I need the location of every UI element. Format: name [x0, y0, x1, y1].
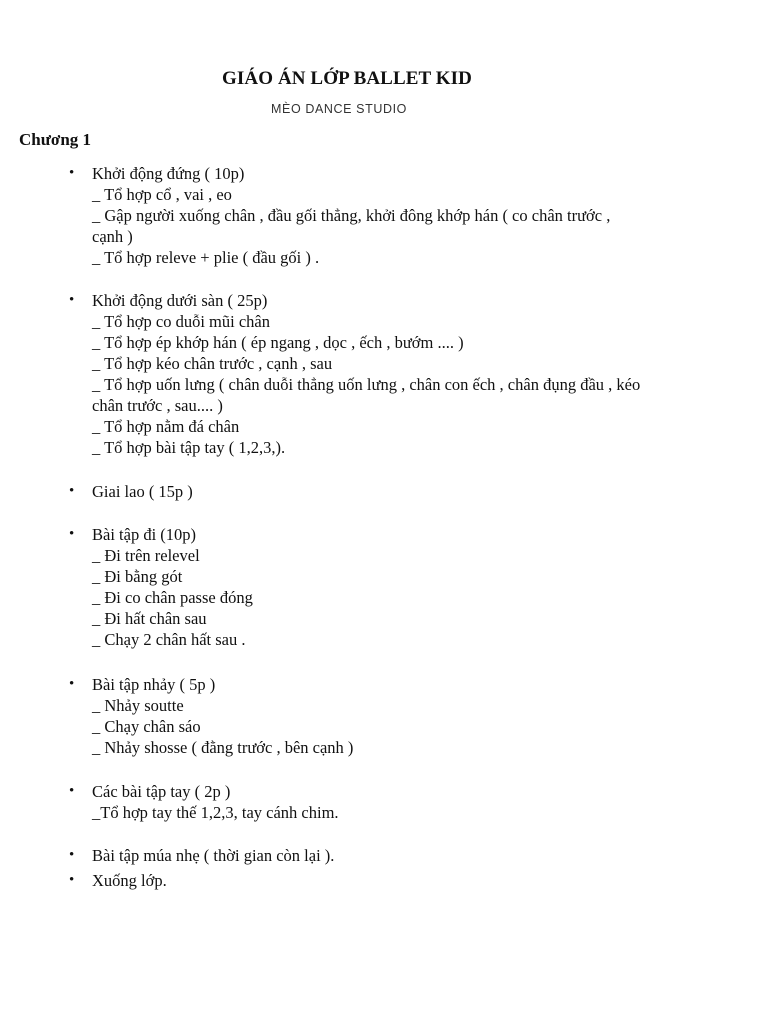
list-item: _ Đi trên relevel — [92, 546, 200, 565]
bullet-icon: • — [69, 165, 75, 181]
section-heading: Bài tập nhảy ( 5p ) — [92, 675, 216, 694]
list-item: _ Tổ hợp co duỗi mũi chân — [92, 312, 270, 331]
bullet-icon: • — [69, 783, 75, 799]
list-item: _ Đi hất chân sau — [92, 609, 207, 628]
section-heading: Bài tập đi (10p) — [92, 525, 197, 544]
section-heading: Khởi động đứng ( 10p) — [92, 164, 245, 183]
bullet-icon: • — [69, 676, 75, 692]
list-item: chân trước , sau.... ) — [92, 396, 223, 415]
list-item: _ Chạy 2 chân hất sau . — [92, 630, 246, 649]
section-heading: Các bài tập tay ( 2p ) — [92, 782, 231, 801]
list-item: _ Tổ hợp kéo chân trước , cạnh , sau — [92, 354, 333, 373]
section-heading: Khởi động dưới sàn ( 25p) — [92, 291, 268, 310]
list-item: _ Tổ hợp cổ , vai , eo — [92, 185, 232, 204]
bullet-icon: • — [69, 483, 75, 499]
list-item: _Tổ hợp tay thế 1,2,3, tay cánh chim. — [92, 803, 339, 822]
list-item: _ Tổ hợp uốn lưng ( chân duỗi thẳng uốn lưng , chân con ếch , chân đụng đầu , kéo — [92, 375, 641, 394]
list-item: _ Đi co chân passe đóng — [92, 588, 253, 607]
list-item: _ Nhảy shosse ( đằng trước , bên cạnh ) — [92, 738, 354, 757]
bullet-icon: • — [69, 872, 75, 888]
section-heading: Giai lao ( 15p ) — [92, 482, 193, 501]
list-item: _ Tổ hợp ép khớp hán ( ép ngang , dọc , ếch , bướm .... ) — [92, 333, 464, 352]
chapter-heading: Chương 1 — [19, 130, 92, 149]
list-item: _ Chạy chân sáo — [92, 717, 201, 736]
studio-name: MÈO DANCE STUDIO — [271, 102, 407, 116]
list-item: _ Tổ hợp nằm đá chân — [92, 417, 240, 436]
section-heading: Bài tập múa nhẹ ( thời gian còn lại ). — [92, 846, 335, 865]
bullet-icon: • — [69, 526, 75, 542]
page-title: GIÁO ÁN LỚP BALLET KID — [222, 68, 472, 89]
list-item: _ Tổ hợp releve + plie ( đầu gối ) . — [92, 248, 320, 267]
list-item: _ Nhảy soutte — [92, 696, 184, 715]
section-heading: Xuống lớp. — [92, 871, 167, 890]
list-item: _ Tổ hợp bài tập tay ( 1,2,3,). — [92, 438, 286, 457]
list-item: _ Gập người xuống chân , đầu gối thẳng, khởi đông khớp hán ( co chân trước , — [92, 206, 611, 225]
bullet-icon: • — [69, 847, 75, 863]
bullet-icon: • — [69, 292, 75, 308]
list-item: _ Đi bằng gót — [92, 567, 183, 586]
list-item: cạnh ) — [92, 227, 133, 246]
